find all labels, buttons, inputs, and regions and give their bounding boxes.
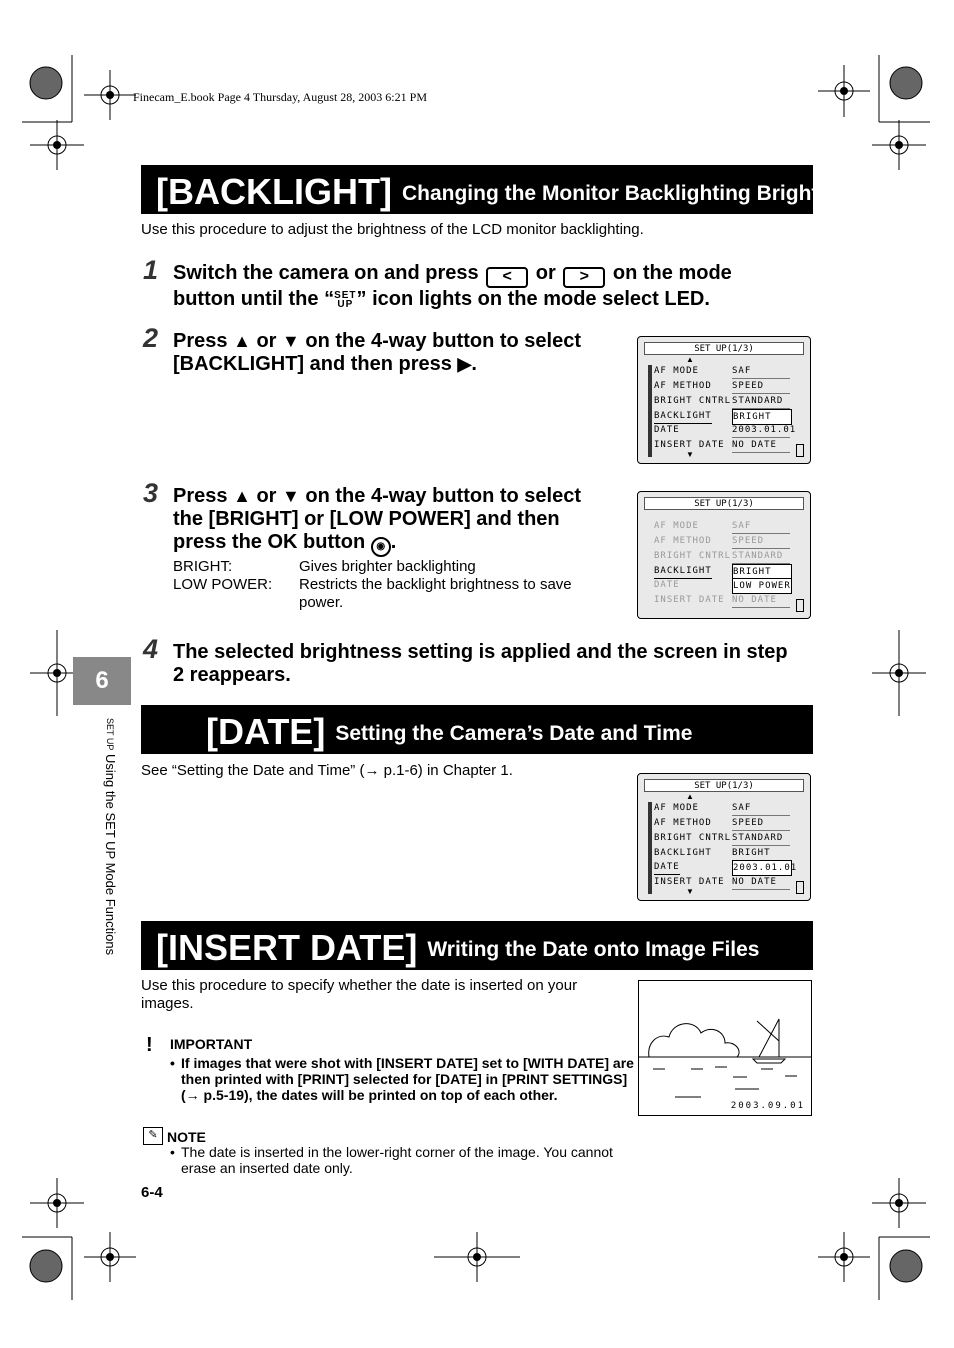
lcd-screen-step3 (637, 491, 811, 619)
lcd-row-value: BRIGHT (732, 846, 790, 861)
note-icon: ✎ (143, 1127, 163, 1145)
lcd-row-label: BRIGHT CNTRL (654, 396, 732, 406)
chapter-side-text (103, 718, 118, 955)
step-3-text (173, 485, 623, 557)
page-number: 6-4 (141, 1184, 163, 1201)
lcd-row-label: INSERT DATE (654, 595, 725, 605)
scroll-down-icon: ▼ (686, 887, 694, 896)
chapter-tab: 6 (73, 657, 131, 705)
date-text (141, 762, 513, 780)
lcd-row-label: BRIGHT CNTRL (654, 551, 732, 561)
lcd-row (654, 519, 804, 533)
lcd-row-label: DATE (654, 580, 680, 590)
lcd-side-bar (648, 802, 652, 894)
lcd-row-label: BACKLIGHT (654, 409, 712, 424)
lcd-row-value: BRIGHT (732, 564, 792, 580)
lcd-header: SET UP(1/3) (644, 497, 804, 510)
step-3-part-a: Press (173, 485, 228, 507)
lcd-row-value: SAF (732, 519, 790, 534)
lcd-screen-date (637, 773, 811, 901)
setup-icon (334, 291, 356, 309)
date-title: [DATE] (206, 711, 326, 752)
lcd-row (654, 831, 804, 845)
lcd-row (654, 816, 804, 830)
lcd-header: SET UP(1/3) (644, 342, 804, 355)
lcd-row-label: AF METHOD (654, 536, 712, 546)
chapter-side-label: Using the SET UP Mode Functions (103, 753, 118, 956)
landscape-illustration (639, 981, 811, 1115)
date-text-b: p.1-6) in Chapter 1. (379, 762, 513, 779)
note-bullet: • (170, 1144, 175, 1160)
lcd-row-label: DATE (654, 860, 680, 875)
backlight-subtitle: Changing the Monitor Backlighting Brightness (401, 182, 867, 205)
lcd-row-value: SPEED (732, 379, 790, 394)
lcd-row (654, 379, 804, 393)
step-1-text (173, 262, 813, 311)
step-2-part-c: [BACKLIGHT] and then press (173, 353, 452, 375)
lcd-row-selected (654, 860, 804, 874)
left-key-icon: < (486, 267, 528, 288)
lcd-row-value: 2003.01.01 (732, 423, 790, 438)
battery-icon (796, 599, 804, 612)
note-text: The date is inserted in the lower-right corner of the image. You cannot erase an inserted date only. (181, 1144, 613, 1176)
lcd-row-value: STANDARD (732, 831, 790, 846)
lcd-row-value: NO DATE (732, 438, 790, 453)
date-banner (141, 705, 813, 754)
lcd-row-value: LOW POWER (732, 578, 792, 594)
lcd-row-selected (654, 564, 804, 578)
setup-icon-top: SET (334, 289, 357, 301)
setup-icon-bottom: UP (337, 298, 354, 310)
lcd-row-value: STANDARD (732, 549, 790, 564)
lcd-row (654, 438, 804, 452)
lcd-row (654, 534, 804, 548)
battery-icon (796, 881, 804, 894)
lcd-row-value: SPEED (732, 816, 790, 831)
date-subtitle: Setting the Camera’s Date and Time (335, 722, 693, 745)
lcd-screen-step2 (637, 336, 811, 464)
up-arrow-icon: ▲ (233, 331, 251, 351)
step-1-or: or (535, 262, 556, 284)
lcd-row-value: NO DATE (732, 875, 790, 890)
lcd-row-value: NO DATE (732, 593, 790, 608)
step-1-part-b: on the mode (612, 262, 732, 284)
insert-date-subtitle: Writing the Date onto Image Files (427, 938, 760, 961)
file-info: Finecam_E.book Page 4 Thursday, August 28, 2003 6:21 PM (133, 90, 427, 104)
step-4-text: The selected brightness setting is applied and the screen in step 2 reappears. (173, 641, 788, 686)
lcd-row (654, 364, 804, 378)
lcd-side-bar (648, 365, 652, 457)
step-1-part-c: button until the “ (173, 288, 335, 310)
step-1-part-d: ” icon lights on the mode select LED. (356, 288, 710, 310)
step-2-or: or (256, 330, 277, 352)
step-2-number: 2 (143, 323, 159, 353)
step-3-part-b: on the 4-way button to select (305, 485, 581, 507)
option-low-power-label: LOW POWER: (173, 576, 273, 593)
lcd-row (654, 549, 804, 563)
sample-image (638, 980, 812, 1116)
lcd-row-label: AF MODE (654, 366, 699, 376)
scroll-down-icon: ▼ (686, 450, 694, 459)
step-2-text (173, 330, 623, 376)
option-bright-label: BRIGHT: (173, 558, 233, 575)
lcd-header: SET UP(1/3) (644, 779, 804, 792)
important-label: IMPORTANT (170, 1036, 253, 1052)
lcd-row-label: BACKLIGHT (654, 848, 712, 858)
lcd-row-value: 2003.01.01 (732, 860, 792, 876)
lcd-row-label: BRIGHT CNTRL (654, 833, 732, 843)
lcd-row-label: INSERT DATE (654, 440, 725, 450)
step-3-part-c: the [BRIGHT] or [LOW POWER] and then (173, 508, 560, 530)
step-3-or: or (256, 485, 277, 507)
step-3-number: 3 (143, 478, 159, 508)
lcd-row-value: STANDARD (732, 394, 790, 409)
battery-icon (796, 444, 804, 457)
backlight-title: [BACKLIGHT] (156, 171, 392, 212)
step-3-part-e: . (390, 531, 397, 553)
step-2-part-b: on the 4-way button to select (305, 330, 581, 352)
lcd-row (654, 394, 804, 408)
arrow-icon: → (364, 762, 380, 779)
lcd-row (654, 846, 804, 860)
lcd-row-label: AF MODE (654, 521, 699, 531)
important-text: If images that were shot with [INSERT DATE] set to [WITH DATE] are then printed with [PRINT] selected for [DATE] in [PRINT SETTINGS] (→ p.5-19), the dates will be printed on top of each other. (181, 1055, 634, 1103)
lcd-row-label: INSERT DATE (654, 877, 725, 887)
lcd-row (654, 423, 804, 437)
note-label: NOTE (167, 1129, 206, 1145)
insert-date-banner (141, 921, 813, 970)
lcd-row (654, 593, 804, 607)
lcd-row-value: SAF (732, 801, 790, 816)
date-text-a: See “Setting the Date and Time” ( (141, 762, 365, 779)
down-arrow-icon: ▼ (282, 331, 300, 351)
step-3-part-d: press the OK button (173, 531, 366, 553)
option-bright-desc: Gives brighter backlighting (299, 558, 476, 575)
backlight-banner (141, 165, 867, 214)
step-2-part-a: Press (173, 330, 228, 352)
scroll-up-icon: ▲ (686, 355, 694, 364)
up-arrow-icon: ▲ (233, 486, 251, 506)
lcd-row (654, 578, 804, 592)
insert-date-intro: Use this procedure to specify whether the date is inserted on your images. (141, 977, 578, 1012)
step-1-number: 1 (143, 255, 159, 285)
scroll-up-icon: ▲ (686, 792, 694, 801)
lcd-row-label: AF MODE (654, 803, 699, 813)
lcd-row-value: SPEED (732, 534, 790, 549)
backlight-intro: Use this procedure to adjust the brightness of the LCD monitor backlighting. (141, 221, 644, 238)
important-bullet: • (170, 1055, 175, 1071)
lcd-row-label: AF METHOD (654, 381, 712, 391)
insert-date-title: [INSERT DATE] (156, 927, 418, 968)
ok-button-icon: ◉ (371, 537, 391, 557)
inserted-date: 2003.09.01 (730, 1101, 805, 1111)
lcd-row-value: SAF (732, 364, 790, 379)
chapter-side-icon: SET UP (105, 718, 115, 751)
lcd-row-value: BRIGHT (732, 409, 792, 425)
right-arrow-icon: ▶ (457, 354, 472, 374)
right-key-icon: > (563, 267, 605, 288)
lcd-row-label: BACKLIGHT (654, 564, 712, 579)
option-low-power-desc: Restricts the backlight brightness to save power. (299, 576, 572, 611)
step-4-number: 4 (143, 634, 159, 664)
lcd-row-label: DATE (654, 425, 680, 435)
lcd-row (654, 875, 804, 889)
down-arrow-icon: ▼ (282, 486, 300, 506)
important-icon: ! (146, 1034, 153, 1056)
lcd-row (654, 801, 804, 815)
lcd-row-selected (654, 409, 804, 423)
step-2-part-d: . (471, 353, 477, 375)
lcd-row-label: AF METHOD (654, 818, 712, 828)
step-1-part-a: Switch the camera on and press (173, 262, 479, 284)
